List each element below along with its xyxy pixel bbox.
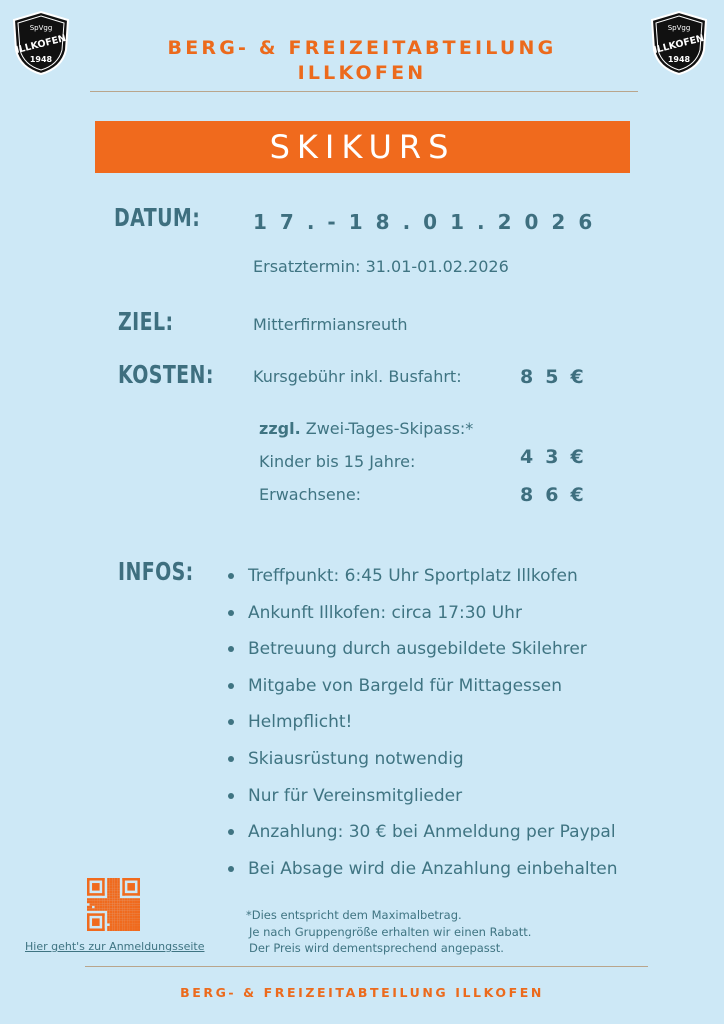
svg-text:SpVgg: SpVgg	[667, 24, 691, 32]
footer-divider	[85, 966, 648, 967]
kinder-price: 43€	[520, 446, 596, 468]
header-title-line1: BERG- & FREIZEITABTEILUNG	[167, 37, 557, 59]
svg-text:ILLKOFEN: ILLKOFEN	[14, 32, 68, 57]
club-logo-right	[648, 10, 710, 76]
list-item: Ankunft Illkofen: circa 17:30 Uhr	[228, 599, 698, 636]
bullet-icon	[228, 683, 234, 689]
header-divider	[90, 91, 638, 92]
list-item: Betreuung durch ausgebildete Skilehrer	[228, 635, 698, 672]
header-title	[110, 36, 614, 86]
bullet-icon	[228, 719, 234, 725]
ziel-label: ZIEL:	[118, 307, 174, 336]
datum-value: 17.-18.01.2026	[253, 210, 606, 234]
infos-list	[228, 562, 698, 891]
note-line1: *Dies entspricht dem Maximalbetrag.	[246, 908, 462, 922]
bullet-icon	[228, 573, 234, 579]
list-item: Bei Absage wird die Anzahlung einbehalten	[228, 855, 698, 892]
erwachsene-price: 86€	[520, 484, 596, 506]
infos-label: INFOS:	[118, 557, 194, 586]
club-logo-left	[10, 10, 72, 76]
list-item: Treffpunkt: 6:45 Uhr Sportplatz Illkofen	[228, 562, 698, 599]
ziel-value: Mitterfirmiansreuth	[253, 315, 408, 334]
bullet-icon	[228, 756, 234, 762]
svg-text:ILLKOFEN: ILLKOFEN	[652, 32, 706, 57]
price-note	[246, 907, 531, 957]
svg-text:1948: 1948	[29, 55, 53, 64]
header-title-line2: ILLKOFEN	[297, 62, 427, 84]
bullet-icon	[228, 829, 234, 835]
bullet-icon	[228, 646, 234, 652]
list-item: Skiausrüstung notwendig	[228, 745, 698, 782]
kinder-label: Kinder bis 15 Jahre:	[259, 452, 416, 471]
list-item: Mitgabe von Bargeld für Mittagessen	[228, 672, 698, 709]
bullet-icon	[228, 610, 234, 616]
footer-title: BERG- & FREIZEITABTEILUNG ILLKOFEN	[180, 985, 544, 1000]
qr-code-icon[interactable]	[87, 878, 140, 931]
zzgl-bold: zzgl.	[259, 419, 301, 438]
svg-text:SpVgg: SpVgg	[29, 24, 53, 32]
skipass-text: Zwei-Tages-Skipass:*	[300, 419, 474, 438]
skipass-heading	[259, 419, 473, 438]
list-item: Nur für Vereinsmitglieder	[228, 782, 698, 819]
datum-label: DATUM:	[114, 203, 201, 232]
kursgebuehr-label: Kursgebühr inkl. Busfahrt:	[253, 367, 462, 386]
list-item: Anzahlung: 30 € bei Anmeldung per Paypal	[228, 818, 698, 855]
registration-link[interactable]: Hier geht's zur Anmeldungsseite	[25, 940, 205, 953]
kosten-label: KOSTEN:	[118, 360, 214, 389]
note-line2: Je nach Gruppengröße erhalten wir einen Rabatt.	[249, 924, 532, 939]
erwachsene-label: Erwachsene:	[259, 485, 362, 504]
note-line3: Der Preis wird dementsprechend angepasst.	[249, 941, 504, 955]
svg-text:1948: 1948	[667, 55, 691, 64]
kursgebuehr-price: 85€	[520, 366, 596, 388]
bullet-icon	[228, 866, 234, 872]
bullet-icon	[228, 793, 234, 799]
title-banner	[95, 121, 630, 173]
list-item: Helmpflicht!	[228, 708, 698, 745]
ersatztermin: Ersatztermin: 31.01-01.02.2026	[253, 257, 509, 276]
banner-title: SKIKURS	[269, 128, 456, 166]
